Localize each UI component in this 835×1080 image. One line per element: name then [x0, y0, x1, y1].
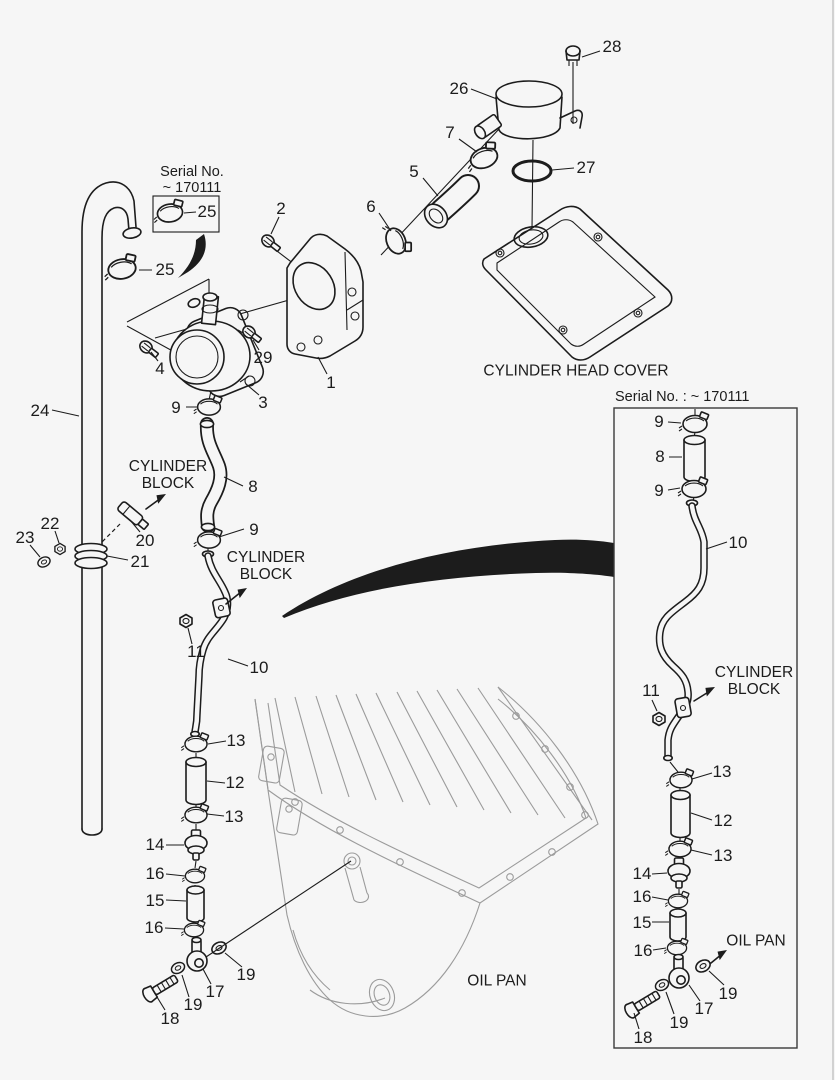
part-number-5: 5 [409, 162, 419, 181]
part-number-21: 21 [130, 552, 150, 571]
part-number-16: 16 [632, 887, 652, 906]
part-number-28: 28 [602, 37, 622, 56]
serial-note-line1: Serial No. [160, 164, 224, 180]
oil-pan-label: OIL PAN [467, 972, 527, 990]
part-number-26: 26 [449, 79, 469, 98]
part-clamp-25 [101, 252, 139, 281]
cylinder-block-label-1-line2: BLOCK [141, 475, 195, 492]
cylinder-block-label-2-line1: CYLINDER [226, 549, 306, 566]
part-number-13: 13 [712, 762, 732, 781]
part-number-16: 16 [633, 941, 653, 960]
serial-note-line2: ~ 170111 [162, 180, 222, 196]
part-number-13: 13 [226, 731, 246, 750]
inset-swoosh-arrow [282, 540, 614, 618]
part-clamp-7 [462, 139, 502, 173]
part-number-17: 17 [205, 982, 225, 1001]
oil-pan-label-inset: OIL PAN [726, 932, 786, 950]
part-number-14: 14 [632, 864, 652, 883]
part-number-11: 11 [187, 642, 205, 661]
part-number-17: 17 [694, 999, 714, 1018]
part-number-13: 13 [224, 807, 244, 826]
inset-serial-label: Serial No. : ~ 170111 [615, 389, 750, 405]
part-number-19: 19 [236, 965, 256, 984]
cylinder-block-label-1-line1: CYLINDER [128, 458, 208, 475]
part-number-6: 6 [366, 197, 376, 216]
part-number-15: 15 [632, 913, 652, 932]
part-number-15: 15 [145, 891, 165, 910]
part-number-19: 19 [718, 984, 738, 1003]
part-number-9: 9 [249, 520, 259, 539]
part-number-18: 18 [160, 1009, 180, 1028]
part-bolt-2 [259, 233, 282, 254]
part-number-10: 10 [728, 533, 748, 552]
part-number-2: 2 [276, 199, 286, 218]
part-number-10: 10 [249, 658, 269, 677]
cylinder-head-cover-label: CYLINDER HEAD COVER [483, 362, 669, 380]
part-number-1: 1 [326, 373, 336, 392]
part-number-9: 9 [171, 398, 181, 417]
part-number-13: 13 [713, 846, 733, 865]
part-number-9: 9 [654, 481, 664, 500]
part-number-22: 22 [40, 514, 60, 533]
part-number-19: 19 [183, 995, 203, 1014]
part-hose-5 [420, 186, 468, 232]
part-cylinder-head-cover-drawing [483, 206, 672, 360]
part-number-23: 23 [15, 528, 35, 547]
part-valve-3 [170, 293, 267, 400]
part-number-16: 16 [144, 918, 164, 937]
part-breather-cap-26 [472, 81, 582, 141]
part-number-20: 20 [135, 531, 155, 550]
part-bracket-1 [284, 234, 363, 358]
part-number-8: 8 [248, 477, 258, 496]
part-number-8: 8 [655, 447, 665, 466]
part-oil-pan-drawing [255, 687, 598, 1016]
part-number-11: 11 [642, 681, 660, 700]
part-number-19: 19 [669, 1013, 689, 1032]
part-oring-27 [513, 161, 551, 181]
part-number-18: 18 [633, 1028, 653, 1047]
cylinder-block-label-inset-line2: BLOCK [727, 681, 781, 698]
part-number-9: 9 [654, 412, 664, 431]
part-number-7: 7 [445, 123, 455, 142]
cylinder-block-label-1 [129, 458, 207, 492]
part-number-16: 16 [145, 864, 165, 883]
part-number-24: 24 [30, 401, 50, 420]
part-number-14: 14 [145, 835, 165, 854]
cylinder-block-label-2-line2: BLOCK [239, 566, 293, 583]
part-number-27: 27 [576, 158, 596, 177]
serial-note [160, 164, 224, 196]
part-number-29: 29 [253, 348, 273, 367]
part-number-12: 12 [225, 773, 245, 792]
cylinder-block-label-inset [715, 664, 793, 698]
part-number-25: 25 [197, 202, 217, 221]
part-number-4: 4 [155, 359, 165, 378]
cylinder-block-label-2 [227, 549, 305, 583]
part-number-3: 3 [258, 393, 268, 412]
cylinder-block-label-inset-line1: CYLINDER [714, 664, 794, 681]
part-number-25: 25 [155, 260, 175, 279]
part-number-12: 12 [713, 811, 733, 830]
